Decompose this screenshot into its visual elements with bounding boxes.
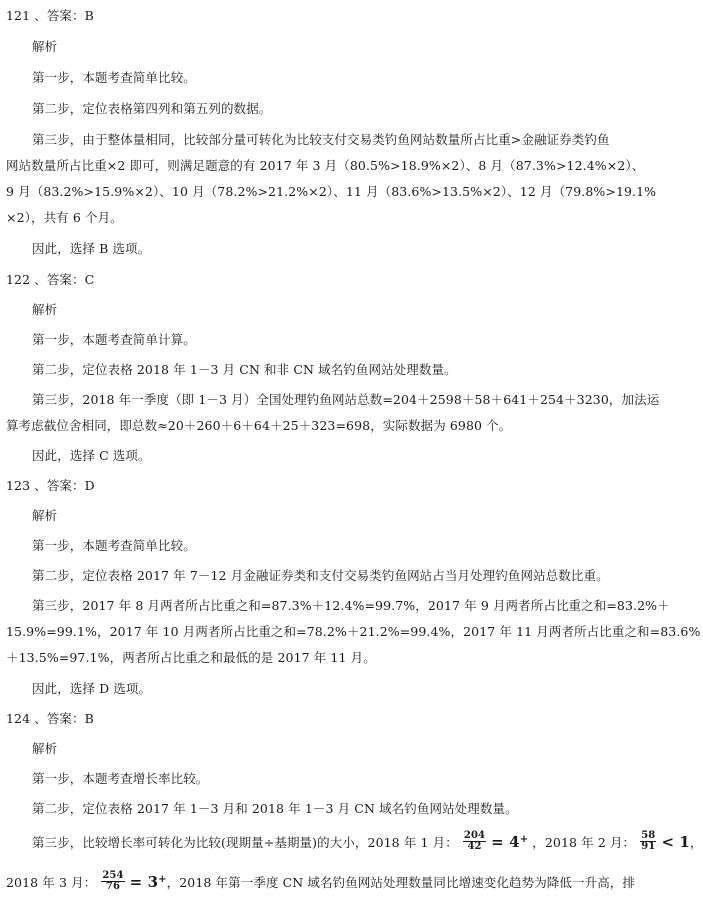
jan-numerator: 204	[463, 830, 486, 842]
feb-fraction	[640, 831, 656, 852]
q123-analysis-label: 解析	[32, 508, 58, 523]
q122-header: 122 、答案：C	[6, 272, 95, 287]
q124-step3-line1	[32, 832, 703, 854]
q124-step1: 第一步，本题考查增长率比较。	[32, 771, 209, 786]
q122-step3-line2: 算考虑截位舍相同，即总数≈20＋260＋6＋64＋25＋323=698，实际数据为 6980 个。	[6, 418, 512, 433]
feb-numerator: 58	[641, 830, 656, 842]
q123-header: 123 、答案：D	[6, 478, 95, 493]
q123-step3-line1: 第三步，2017 年 8 月两者所占比重之和=87.3%＋12.4%=99.7%，2017 年 9 月两者所占比重之和=83.2%＋	[32, 598, 670, 613]
feb-result: < 1	[661, 833, 690, 852]
q123-step3-line2: 15.9%=99.1%，2017 年 10 月两者所占比重之和=78.2%＋21.2%=99.4%，2017 年 11 月两者所占比重之和=83.6%	[6, 624, 701, 639]
mar-denominator: 76	[105, 881, 121, 893]
q121-analysis-label: 解析	[32, 39, 58, 54]
q124-step3-line2	[6, 872, 635, 894]
q124-step3-tail: ，2018 年第一季度 CN 域名钓鱼网站处理数量同比增速变化趋势为降低一升高，排	[166, 875, 635, 891]
q122-step2: 第二步，定位表格 2018 年 1－3 月 CN 和非 CN 域名钓鱼网站处理数量。	[32, 362, 457, 377]
q121-step2: 第二步，定位表格第四列和第五列的数据。	[32, 101, 272, 116]
jan-denominator: 42	[467, 841, 482, 853]
jan-result: = 4	[491, 833, 520, 852]
q123-step2: 第二步，定位表格 2017 年 7－12 月金融证券类和支付交易类钓鱼网站占当月处理钓鱼网站总数比重。	[32, 568, 609, 583]
feb-denominator: 91	[641, 841, 656, 853]
q121-step1: 第一步，本题考查简单比较。	[32, 70, 196, 85]
q121-step3-line4: ×2），共有 6 个月。	[6, 210, 123, 225]
jan-fraction	[463, 831, 486, 852]
q122-analysis-label: 解析	[32, 302, 58, 317]
q121-conclusion: 因此，选择 B 选项。	[32, 241, 151, 256]
mar-result: = 3	[129, 873, 159, 892]
feb-label: ，2018 年 2 月：	[532, 835, 636, 851]
q124-step3-text: 第三步，比较增长率可转化为比较(现期量÷基期量)的大小，2018 年 1 月：	[32, 835, 458, 851]
q122-step1: 第一步，本题考查简单计算。	[32, 332, 196, 347]
q121-step3-line2: 网站数量所占比重×2 即可，则满足题意的有 2017 年 3 月（80.5%>18.9%×2）、8 月（87.3%>12.4%×2）、	[6, 158, 645, 173]
feb-end: ，	[689, 835, 703, 851]
q123-step1: 第一步，本题考查简单比较。	[32, 538, 196, 553]
q123-step3-line3: ＋13.5%=97.1%，两者所占比重之和最低的是 2017 年 11 月。	[6, 650, 376, 665]
q124-step2: 第二步，定位表格 2017 年 1－3 月和 2018 年 1－3 月 CN 域名钓鱼网站处理数量。	[32, 801, 518, 816]
q123-conclusion: 因此，选择 D 选项。	[32, 681, 152, 696]
q121-step3-line3: 9 月（83.2%>15.9%×2）、10 月（78.2%>21.2%×2）、11 月（83.6%>13.5%×2）、12 月（79.8%>19.1%	[6, 184, 657, 199]
q121-header: 121 、答案：B	[6, 8, 94, 23]
q122-conclusion: 因此，选择 C 选项。	[32, 448, 151, 463]
q122-step3-line1: 第三步，2018 年一季度（即 1－3 月）全国处理钓鱼网站总数=204＋2598＋58＋641＋254＋3230，加法运	[32, 392, 660, 407]
jan-result-sup: +	[519, 834, 529, 845]
mar-label: 2018 年 3 月：	[6, 875, 97, 891]
mar-result-sup: +	[158, 874, 167, 885]
q124-header: 124 、答案：B	[6, 711, 94, 726]
mar-fraction	[101, 871, 124, 892]
q121-step3-line1: 第三步，由于整体量相同，比较部分量可转化为比较支付交易类钓鱼网站数量所占比重>金融证券类钓鱼	[32, 132, 610, 147]
mar-numerator: 254	[102, 870, 124, 882]
q124-analysis-label: 解析	[32, 741, 58, 756]
